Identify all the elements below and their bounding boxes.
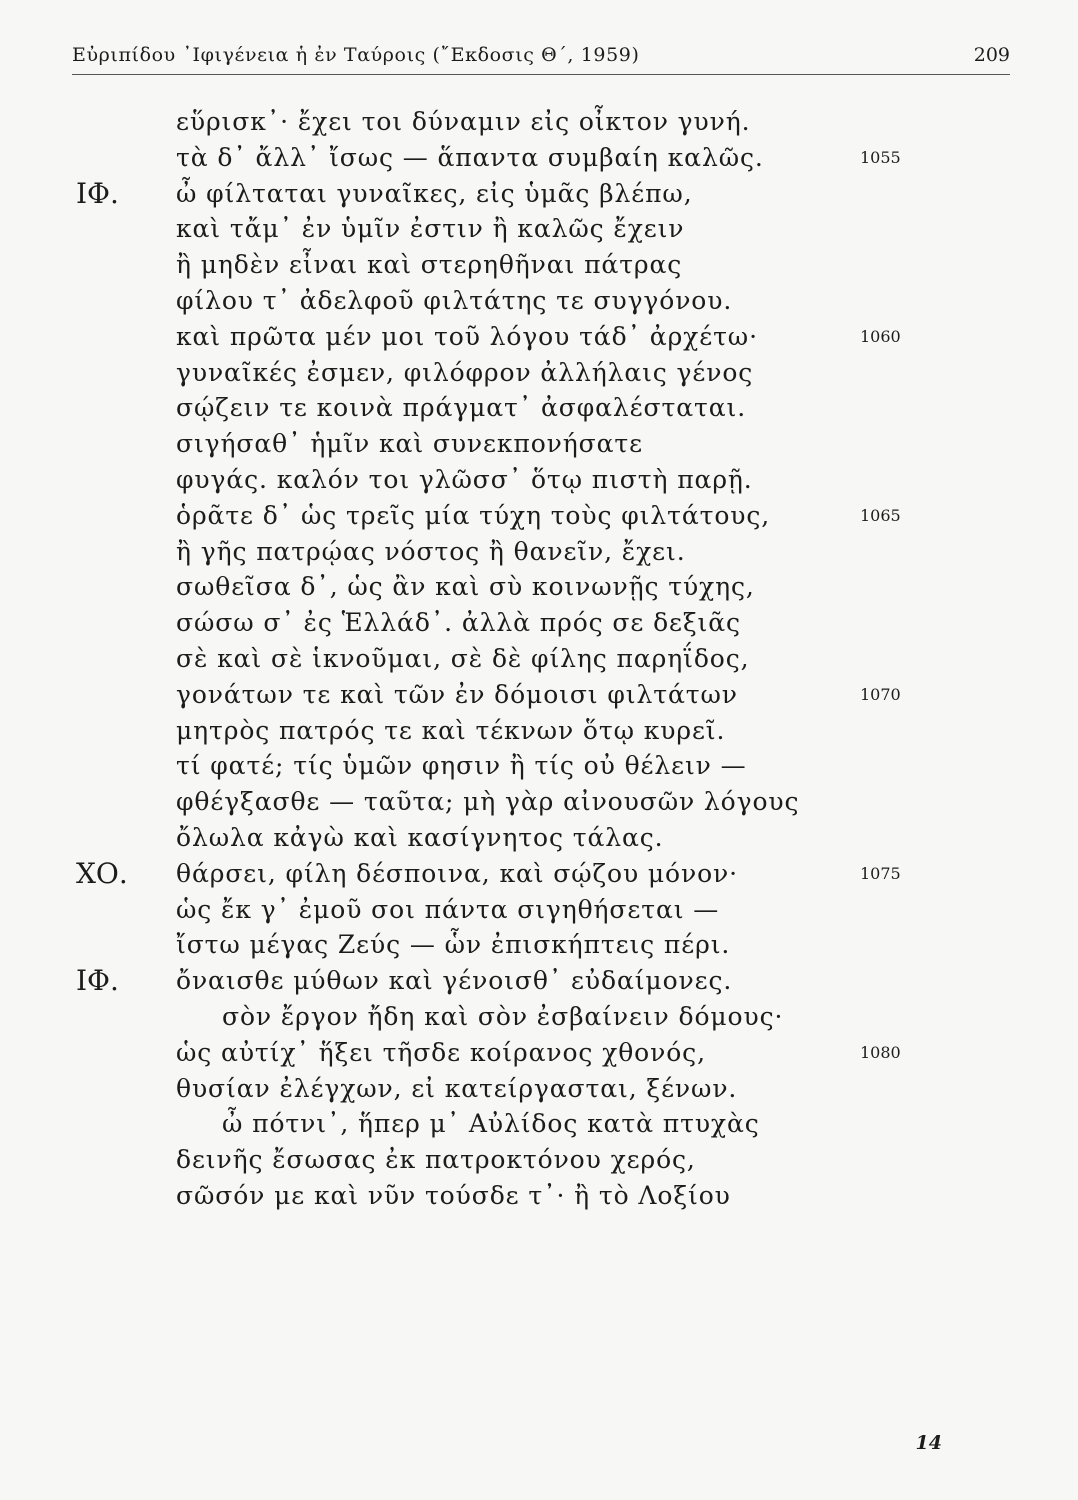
- verse-line: [72, 748, 942, 784]
- running-header: [72, 38, 1010, 78]
- verse-text: σιγήσαθ᾽ ἡμῖν καὶ συνεκπονήσατε: [176, 429, 643, 459]
- verse-text: τὰ δ᾽ ἄλλ᾽ ἴσως — ἅπαντα συμβαίη καλῶς.: [176, 142, 764, 172]
- line-number: 1080: [860, 1042, 901, 1062]
- line-number: 1075: [860, 863, 901, 883]
- verse-line: [72, 1035, 942, 1071]
- verse-text: φυγάς. καλόν τοι γλῶσσ᾽ ὅτῳ πιστὴ παρῇ.: [176, 464, 753, 494]
- verse-text: τί φατέ; τίς ὑμῶν φησιν ἢ τίς οὐ θέλειν —: [176, 751, 747, 781]
- verse-text: σὸν ἔργον ἤδη καὶ σὸν ἐσβαίνειν δόμους·: [222, 1001, 784, 1031]
- verse-line: [72, 426, 942, 462]
- verse-line: [72, 1178, 942, 1214]
- verse-text: ὡς αὐτίχ᾽ ἥξει τῆσδε κοίρανος χθονός,: [176, 1037, 706, 1067]
- verse-line: [72, 605, 942, 641]
- verse-text: θυσίαν ἐλέγχων, εἰ κατείργασται, ξένων.: [176, 1073, 738, 1103]
- page-number: 209: [973, 44, 1010, 66]
- verse-text: μητρὸς πατρός τε καὶ τέκνων ὅτῳ κυρεῖ.: [176, 715, 726, 745]
- verse-text: δεινῆς ἔσωσας ἐκ πατροκτόνου χερός,: [176, 1145, 696, 1175]
- signature-mark: 14: [915, 1432, 942, 1454]
- verse-text: σώσω σ᾽ ἐς Ἑλλάδ᾽. ἀλλὰ πρός σε δεξιᾶς: [176, 608, 741, 638]
- verse-text: ἢ γῆς πατρῴας νόστος ἢ θανεῖν, ἔχει.: [176, 536, 686, 566]
- verse-text: σὲ καὶ σὲ ἱκνοῦμαι, σὲ δὲ φίλης παρηΐδος,: [176, 643, 750, 673]
- verse-text: φθέγξασθε — ταῦτα; μὴ γὰρ αἰνουσῶν λόγους: [176, 787, 800, 817]
- verse-text: γυναῖκές ἐσμεν, φιλόφρον ἀλλήλαις γένος: [176, 357, 754, 387]
- verse-line: [72, 1106, 942, 1142]
- verse-text: σῶσόν με καὶ νῦν τούσδε τ᾽· ἢ τὸ Λοξίου: [176, 1180, 731, 1210]
- verse-text: γονάτων τε καὶ τῶν ἐν δόμοισι φιλτάτων: [176, 679, 738, 709]
- verse-line: [72, 498, 942, 534]
- verse-text: ὄλωλα κἀγὼ καὶ κασίγνητος τάλας.: [176, 822, 664, 852]
- verse-line: [72, 319, 942, 355]
- verse-line: [72, 569, 942, 605]
- verse-text: εὕρισκ᾽· ἔχει τοι δύναμιν εἰς οἶκτον γυνή.: [176, 107, 751, 136]
- verse-line: [72, 713, 942, 749]
- line-number: 1060: [860, 326, 901, 346]
- verse-text: καὶ πρῶτα μέν μοι τοῦ λόγου τάδ᾽ ἀρχέτω·: [176, 321, 758, 351]
- verse-text: ὦ πότνι᾽, ἥπερ μ᾽ Αὐλίδος κατὰ πτυχὰς: [222, 1109, 760, 1139]
- verse-line: [72, 1142, 942, 1178]
- verse-text: σῴζειν τε κοινὰ πράγματ᾽ ἀσφαλέσταται.: [176, 393, 747, 423]
- speaker-label: ΙΦ.: [76, 176, 119, 210]
- verse-line: [72, 462, 942, 498]
- verse-text: ἴστω μέγας Ζεύς — ὧν ἐπισκήπτεις πέρι.: [176, 930, 731, 960]
- verse-line: [72, 140, 942, 176]
- verse-line: [72, 211, 942, 247]
- verse-text: ὡς ἔκ γ᾽ ἐμοῦ σοι πάντα σιγηθήσεται —: [176, 894, 720, 924]
- verse-text: φίλου τ᾽ ἀδελφοῦ φιλτάτης τε συγγόνου.: [176, 285, 733, 315]
- verse-block: [72, 104, 942, 1214]
- verse-text: ἢ μηδὲν εἶναι καὶ στερηθῆναι πάτρας: [176, 250, 683, 280]
- header-rule: [72, 74, 1010, 75]
- verse-text: θάρσει, φίλη δέσποινα, καὶ σῴζου μόνον·: [176, 858, 738, 888]
- verse-text: σωθεῖσα δ᾽, ὡς ἂν καὶ σὺ κοινωνῇς τύχης,: [176, 572, 755, 602]
- verse-text: ὁρᾶτε δ᾽ ὡς τρεῖς μία τύχη τοὺς φιλτάτους,: [176, 500, 771, 530]
- verse-line: [72, 784, 942, 820]
- verse-line: [72, 534, 942, 570]
- verse-line: [72, 892, 942, 928]
- verse-line: [72, 176, 942, 212]
- verse-line: [72, 390, 942, 426]
- verse-text: ὦ φίλταται γυναῖκες, εἰς ὑμᾶς βλέπω,: [176, 178, 693, 208]
- running-title: Εὐριπίδου ᾽Ιφιγένεια ἡ ἐν Ταύροις (῎Εκδοσις Θ΄, 1959): [72, 44, 640, 66]
- verse-text: ὄναισθε μύθων καὶ γένοισθ᾽ εὐδαίμονες.: [176, 966, 733, 996]
- verse-line: [72, 999, 942, 1035]
- verse-line: [72, 677, 942, 713]
- verse-line: [72, 1071, 942, 1107]
- verse-text: καὶ τἄμ᾽ ἐν ὑμῖν ἐστιν ἢ καλῶς ἔχειν: [176, 214, 685, 244]
- verse-line: [72, 927, 942, 963]
- verse-line: [72, 104, 942, 140]
- speaker-label: ΧΟ.: [76, 856, 128, 890]
- verse-line: [72, 963, 942, 999]
- verse-line: [72, 355, 942, 391]
- line-number: 1055: [860, 147, 901, 167]
- verse-line: [72, 820, 942, 856]
- verse-line: [72, 641, 942, 677]
- line-number: 1065: [860, 505, 901, 525]
- speaker-label: ΙΦ.: [76, 964, 119, 998]
- verse-line: [72, 247, 942, 283]
- line-number: 1070: [860, 684, 901, 704]
- verse-line: [72, 856, 942, 892]
- verse-line: [72, 283, 942, 319]
